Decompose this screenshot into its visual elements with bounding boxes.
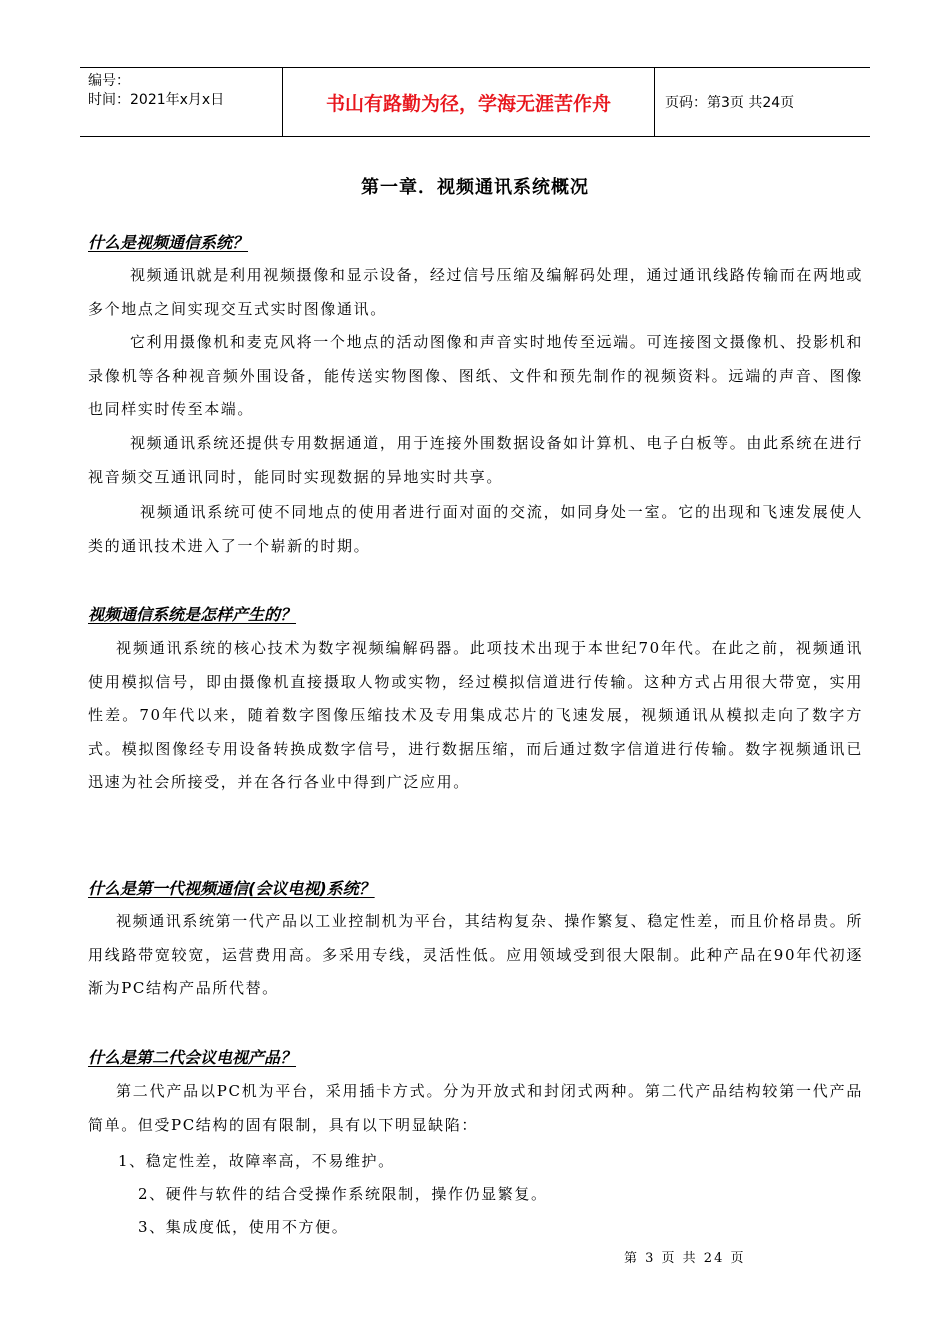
paragraph: 视频通讯系统第一代产品以工业控制机为平台，其结构复杂、操作繁复、稳定性差，而且价格昂贵。所用线路带宽较宽，运营费用高。多采用专线，灵活性低。应用领域受到很大限制。此种产品在90年代初逐渐为PC结构产品所代替。: [88, 912, 864, 997]
paragraph: 视频通讯系统的核心技术为数字视频编解码器。此项技术出现于本世纪70年代。在此之前，视频通讯使用模拟信号，即由摄像机直接摄取人物或实物，经过模拟信道进行传输。这种方式占用很大带宽，实用性差。70年代以来，随着数字图像压缩技术及专用集成芯片的飞速发展，视频通讯从模拟走向了数字方式。模拟图像经专用设备转换成数字信号，进行数据压缩，而后通过数字信道进行传输。数字视频通讯已迅速为社会所接受，并在各行各业中得到广泛应用。: [88, 639, 863, 791]
page-header: [80, 67, 870, 137]
section-heading: 视频通信系统是怎样产生的？: [88, 605, 297, 624]
header-motto: 书山有路勤为径，学海无涯苦作舟: [282, 68, 655, 136]
section-heading: 什么是视频通信系统？: [88, 233, 249, 252]
paragraph: 它利用摄像机和麦克风将一个地点的活动图像和声音实时地传至远端。可连接图文摄像机、投影机和录像机等各种视音频外围设备，能传送实物图像、图纸、文件和预先制作的视频资料。远端的声音、图像也同样实时传至本端。: [88, 333, 863, 418]
list-item: 2、硬件与软件的结合受操作系统限制，操作仍显繁复。: [138, 1185, 548, 1203]
section-heading: 什么是第二代会议电视产品？: [88, 1048, 297, 1067]
paragraph: 视频通讯系统还提供专用数据通道，用于连接外围数据设备如计算机、电子白板等。由此系统在进行视音频交互通讯同时，能同时实现数据的异地实时共享。: [88, 434, 863, 486]
paragraph: 视频通讯就是利用视频摄像和显示设备，经过信号压缩及编解码处理，通过通讯线路传输而在两地或多个地点之间实现交互式实时图像通讯。: [88, 266, 863, 318]
chapter-title: 第一章．视频通讯系统概况: [361, 177, 589, 198]
list-item: 1、稳定性差，故障率高，不易维护。: [118, 1152, 395, 1170]
date-label: 时间：2021年x月x日: [88, 92, 225, 108]
paragraph: 第二代产品以PC机为平台，采用插卡方式。分为开放式和封闭式两种。第二代产品结构较第一代产品简单。但受PC结构的固有限制，具有以下明显缺陷：: [88, 1082, 863, 1134]
list-item: 3、集成度低，使用不方便。: [138, 1218, 349, 1236]
page-footer: 第 3 页 共 24 页: [624, 1251, 746, 1266]
section-heading: 什么是第一代视频通信(会议电视)系统？: [88, 879, 375, 898]
header-meta: [80, 68, 282, 136]
page-number-label: 页码：第3页 共24页: [665, 95, 795, 111]
paragraph: 视频通讯系统可使不同地点的使用者进行面对面的交流，如同身处一室。它的出现和飞速发展使人类的通讯技术进入了一个崭新的时期。: [88, 503, 863, 555]
number-label: 编号：: [88, 73, 130, 89]
